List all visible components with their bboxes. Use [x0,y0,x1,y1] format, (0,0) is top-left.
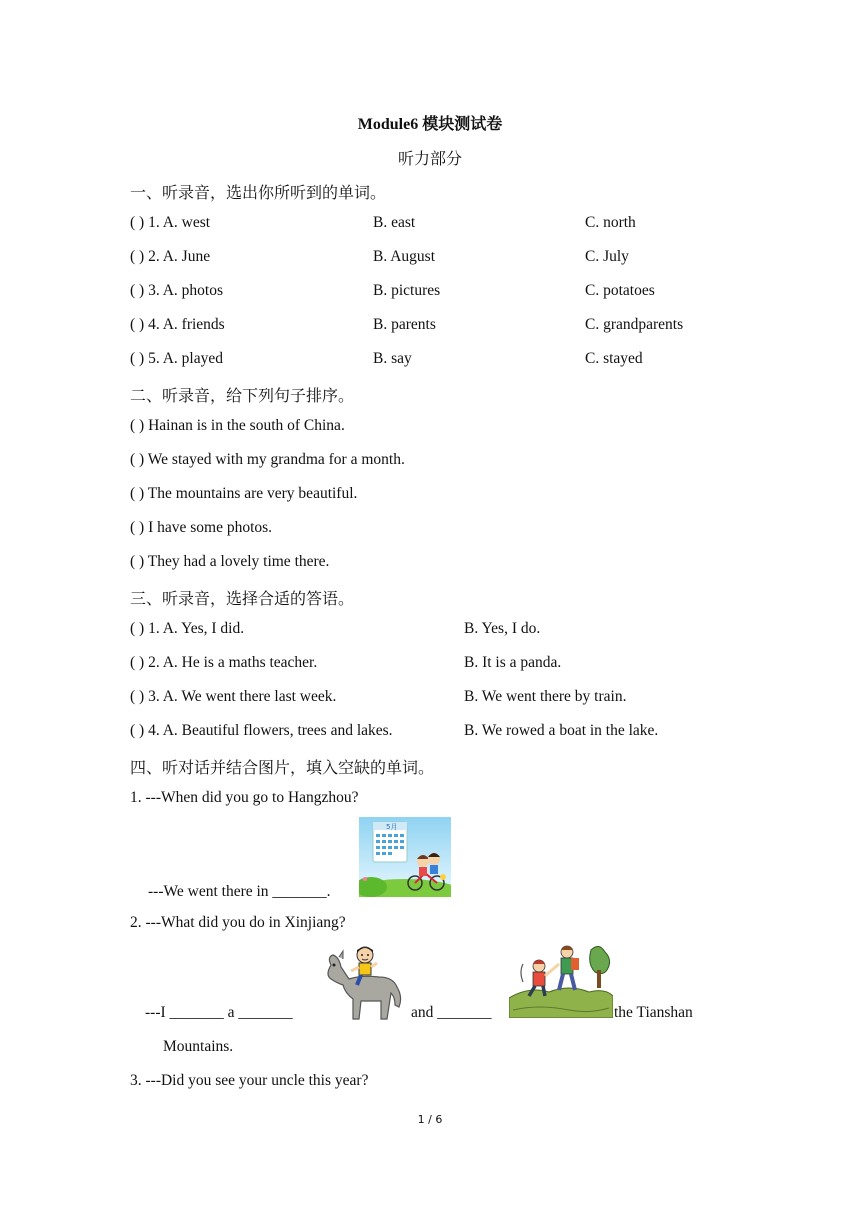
s3-item-3-a: ( ) 3. A. We went there last week. [130,688,337,705]
s4-q2-answer-part2: and _______ [411,1004,492,1021]
s1-item-5-c: C. stayed [585,350,643,367]
s1-item-2-b: B. August [373,248,436,265]
horse-riding-picture [321,945,405,1021]
page-subtitle: 听力部分 [397,151,462,168]
s3-item-2-b: B. It is a panda. [464,654,562,671]
s3-item-3-b: B. We went there by train. [464,688,627,705]
section-3-heading: 三、听录音，选择合适的答语。 [130,591,355,608]
s1-item-4-c: C. grandparents [585,316,684,333]
s1-item-3-a: ( ) 3. A. photos [130,282,223,299]
svg-text:5月: 5月 [386,823,398,831]
s4-q2-question: 2. ---What did you do in Xinjiang? [130,914,346,931]
s1-item-2-a: ( ) 2. A. June [130,248,211,265]
mountain-climbing-picture [509,942,613,1018]
s4-q2-answer-part1: ---I _______ a _______ [145,1004,293,1021]
section-2-heading: 二、听录音，给下列句子排序。 [130,388,355,405]
s4-q2-answer-part3: the Tianshan [614,1004,693,1021]
s4-q1-answer: ---We went there in _______. [148,883,331,900]
s1-item-4-b: B. parents [373,316,436,333]
s1-item-3-c: C. potatoes [585,282,655,299]
s2-item-3: ( ) The mountains are very beautiful. [130,485,358,502]
s3-item-2-a: ( ) 2. A. He is a maths teacher. [130,654,318,671]
s1-item-3-b: B. pictures [373,282,441,299]
s4-q2-answer-part4: Mountains. [163,1038,234,1055]
s2-item-2: ( ) We stayed with my grandma for a month. [130,451,405,468]
calendar-bike-picture [359,817,451,897]
s1-item-2-c: C. July [585,248,629,265]
page-title: Module6 模块测试卷 [357,116,503,133]
s1-item-1-c: C. north [585,214,636,231]
s3-item-4-a: ( ) 4. A. Beautiful flowers, trees and lakes. [130,722,393,739]
s4-q1-question: 1. ---When did you go to Hangzhou? [130,789,359,806]
s2-item-1: ( ) Hainan is in the south of China. [130,417,345,434]
s1-item-1-b: B. east [373,214,416,231]
s1-item-5-a: ( ) 5. A. played [130,350,223,367]
section-4-heading: 四、听对话并结合图片，填入空缺的单词。 [130,760,435,777]
s1-item-4-a: ( ) 4. A. friends [130,316,225,333]
s1-item-5-b: B. say [373,350,412,367]
s3-item-1-b: B. Yes, I do. [464,620,541,637]
s1-item-1-a: ( ) 1. A. west [130,214,211,231]
s3-item-4-b: B. We rowed a boat in the lake. [464,722,659,739]
section-1-heading: 一、听录音，选出你所听到的单词。 [130,185,387,202]
s3-item-1-a: ( ) 1. A. Yes, I did. [130,620,245,637]
s2-item-5: ( ) They had a lovely time there. [130,553,330,570]
s2-item-4: ( ) I have some photos. [130,519,273,536]
s4-q3-question: 3. ---Did you see your uncle this year? [130,1072,369,1089]
page-number: 1 / 6 [417,1113,443,1126]
